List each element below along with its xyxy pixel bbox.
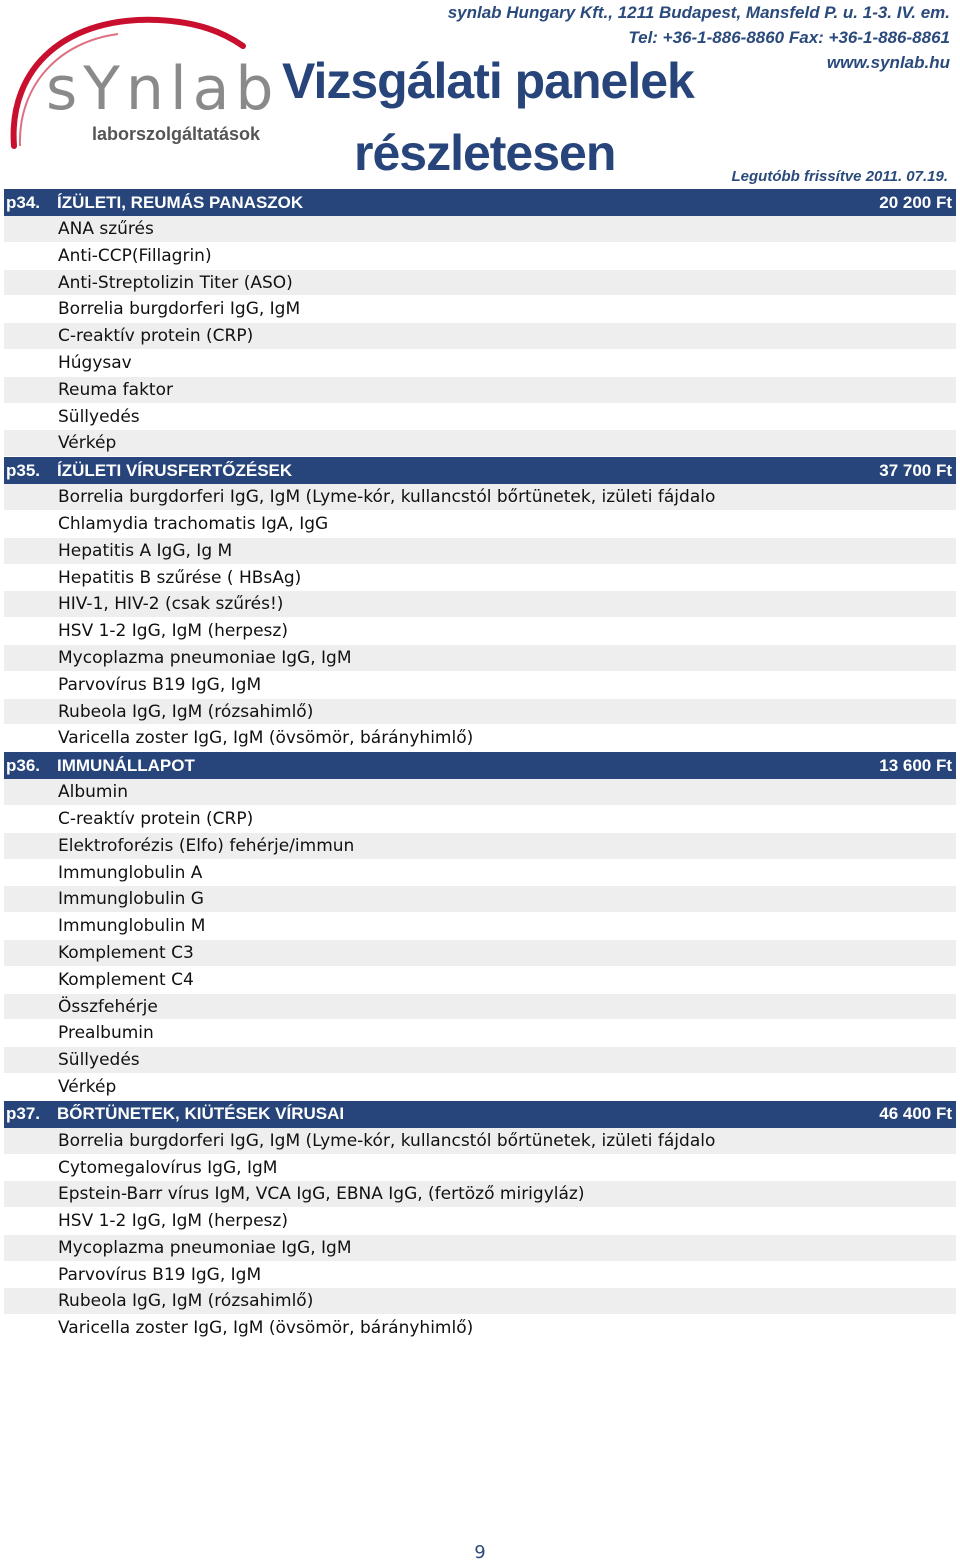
panel-list bbox=[4, 189, 956, 1342]
test-item-label: Komplement C3 bbox=[58, 942, 194, 963]
logo-subtitle: laborszolgáltatások bbox=[92, 124, 261, 144]
test-item bbox=[4, 1047, 956, 1074]
test-item-label: Vérkép bbox=[58, 433, 117, 454]
test-item bbox=[4, 618, 956, 645]
panel-name: IMMUNÁLLAPOT bbox=[57, 755, 195, 775]
test-item-label: Rubeola IgG, IgM (rózsahimlő) bbox=[58, 701, 314, 722]
test-item bbox=[4, 1235, 956, 1262]
panel-code: p35. bbox=[6, 460, 41, 480]
test-item-label: C-reaktív protein (CRP) bbox=[58, 808, 254, 829]
company-address: synlab Hungary Kft., 1211 Budapest, Mansfeld P. u. 1-3. IV. em. bbox=[447, 3, 950, 22]
panel-price: 37 700 Ft bbox=[879, 460, 952, 480]
test-item-label: Süllyedés bbox=[58, 406, 140, 427]
test-item-label: Albumin bbox=[58, 782, 128, 803]
panel-header bbox=[4, 1101, 956, 1128]
test-item bbox=[4, 591, 956, 618]
test-item bbox=[4, 1181, 956, 1208]
test-item-label: Vérkép bbox=[58, 1076, 117, 1097]
test-item bbox=[4, 350, 956, 377]
test-item-label: Húgysav bbox=[58, 352, 132, 373]
test-item-label: HSV 1-2 IgG, IgM (herpesz) bbox=[58, 1211, 288, 1232]
test-item bbox=[4, 1020, 956, 1047]
test-item-label: ANA szűrés bbox=[58, 219, 154, 239]
test-item-label: Hepatitis A IgG, Ig M bbox=[58, 540, 233, 561]
company-phone-fax: Tel: +36-1-886-8860 Fax: +36-1-886-8861 bbox=[628, 28, 950, 47]
test-item-label: Varicella zoster IgG, IgM (övsömör, bárányhimlő) bbox=[58, 1318, 474, 1339]
test-item bbox=[4, 323, 956, 350]
test-item bbox=[4, 404, 956, 431]
test-item-label: Összfehérje bbox=[58, 996, 158, 1017]
test-item bbox=[4, 645, 956, 672]
panel-name: BŐRTÜNETEK, KIÜTÉSEK VÍRUSAI bbox=[57, 1104, 345, 1124]
panel-price: 20 200 Ft bbox=[879, 192, 952, 212]
panel-price: 13 600 Ft bbox=[879, 755, 952, 775]
test-item bbox=[4, 672, 956, 699]
test-item bbox=[4, 699, 956, 726]
test-item-label: Varicella zoster IgG, IgM (övsömör, bárányhimlő) bbox=[58, 728, 474, 749]
test-item-label: Immunglobulin M bbox=[58, 916, 206, 937]
panel-code: p34. bbox=[6, 192, 41, 212]
test-item-label: Anti-CCP(Fillagrin) bbox=[58, 245, 212, 266]
test-item bbox=[4, 1262, 956, 1289]
test-item bbox=[4, 538, 956, 565]
test-item bbox=[4, 833, 956, 860]
page-title-line2: részletesen bbox=[354, 125, 616, 181]
test-item bbox=[4, 940, 956, 967]
test-item bbox=[4, 296, 956, 323]
test-item bbox=[4, 725, 956, 752]
test-item bbox=[4, 1315, 956, 1342]
last-updated: Legutóbb frissítve 2011. 07.19. bbox=[731, 168, 948, 185]
test-item bbox=[4, 994, 956, 1021]
page-title-line1: Vizsgálati panelek bbox=[282, 53, 694, 109]
panel-header bbox=[4, 189, 956, 216]
test-item bbox=[4, 886, 956, 913]
test-item-label: Komplement C4 bbox=[58, 969, 194, 990]
test-item-label: Mycoplazma pneumoniae IgG, IgM bbox=[58, 647, 352, 668]
synlab-logo bbox=[8, 6, 280, 156]
test-item-label: Borrelia burgdorferi IgG, IgM (Lyme-kór, kullancstól bőrtünetek, izületi fájdalo bbox=[58, 1130, 716, 1151]
test-item bbox=[4, 779, 956, 806]
panel-name: ÍZÜLETI, REUMÁS PANASZOK bbox=[57, 192, 304, 212]
test-item bbox=[4, 967, 956, 994]
test-item-label: C-reaktív protein (CRP) bbox=[58, 326, 254, 347]
company-website[interactable]: www.synlab.hu bbox=[826, 53, 950, 72]
test-item bbox=[4, 913, 956, 940]
test-item bbox=[4, 511, 956, 538]
test-item bbox=[4, 1074, 956, 1101]
test-item bbox=[4, 430, 956, 457]
test-item-label: Epstein-Barr vírus IgM, VCA IgG, EBNA IgG, (fertöző mirigyláz) bbox=[58, 1184, 585, 1205]
test-item bbox=[4, 565, 956, 592]
test-item bbox=[4, 1288, 956, 1315]
test-item bbox=[4, 1155, 956, 1182]
page-number: 9 bbox=[474, 1542, 486, 1563]
test-item-label: Reuma faktor bbox=[58, 379, 173, 400]
test-item bbox=[4, 806, 956, 833]
test-item-label: Elektroforézis (Elfo) fehérje/immun bbox=[58, 835, 355, 856]
test-item bbox=[4, 1128, 956, 1155]
test-item bbox=[4, 270, 956, 297]
test-item-label: Immunglobulin G bbox=[58, 889, 204, 910]
test-item bbox=[4, 860, 956, 887]
test-item-label: HIV-1, HIV-2 (csak szűrés!) bbox=[58, 594, 284, 615]
test-item bbox=[4, 484, 956, 511]
test-item-label: Anti-Streptolizin Titer (ASO) bbox=[58, 272, 293, 293]
panel-code: p36. bbox=[6, 755, 41, 775]
panel-header bbox=[4, 752, 956, 779]
test-item-label: Borrelia burgdorferi IgG, IgM bbox=[58, 299, 301, 320]
panel-code: p37. bbox=[6, 1104, 41, 1124]
test-item-label: Chlamydia trachomatis IgA, IgG bbox=[58, 513, 329, 534]
test-item bbox=[4, 1208, 956, 1235]
test-item-label: Cytomegalovírus IgG, IgM bbox=[58, 1157, 278, 1178]
test-item-label: Prealbumin bbox=[58, 1023, 154, 1044]
company-info bbox=[448, 0, 950, 75]
test-item-label: Parvovírus B19 IgG, IgM bbox=[58, 1264, 262, 1285]
test-item-label: HSV 1-2 IgG, IgM (herpesz) bbox=[58, 621, 288, 642]
test-item bbox=[4, 243, 956, 270]
test-item bbox=[4, 377, 956, 404]
test-item-label: Hepatitis B szűrése ( HBsAg) bbox=[58, 567, 302, 588]
panel-price: 46 400 Ft bbox=[879, 1104, 952, 1124]
test-item-label: Süllyedés bbox=[58, 1050, 140, 1071]
panel-name: ÍZÜLETI VÍRUSFERTŐZÉSEK bbox=[57, 460, 293, 480]
test-item-label: Immunglobulin A bbox=[58, 862, 203, 883]
test-item bbox=[4, 216, 956, 243]
test-item-label: Mycoplazma pneumoniae IgG, IgM bbox=[58, 1237, 352, 1258]
test-item-label: Rubeola IgG, IgM (rózsahimlő) bbox=[58, 1291, 314, 1312]
panel-header bbox=[4, 457, 956, 484]
logo-wordmark: sYnlab bbox=[46, 54, 280, 124]
test-item-label: Parvovírus B19 IgG, IgM bbox=[58, 674, 262, 695]
test-item-label: Borrelia burgdorferi IgG, IgM (Lyme-kór, kullancstól bőrtünetek, izületi fájdalo bbox=[58, 487, 716, 508]
